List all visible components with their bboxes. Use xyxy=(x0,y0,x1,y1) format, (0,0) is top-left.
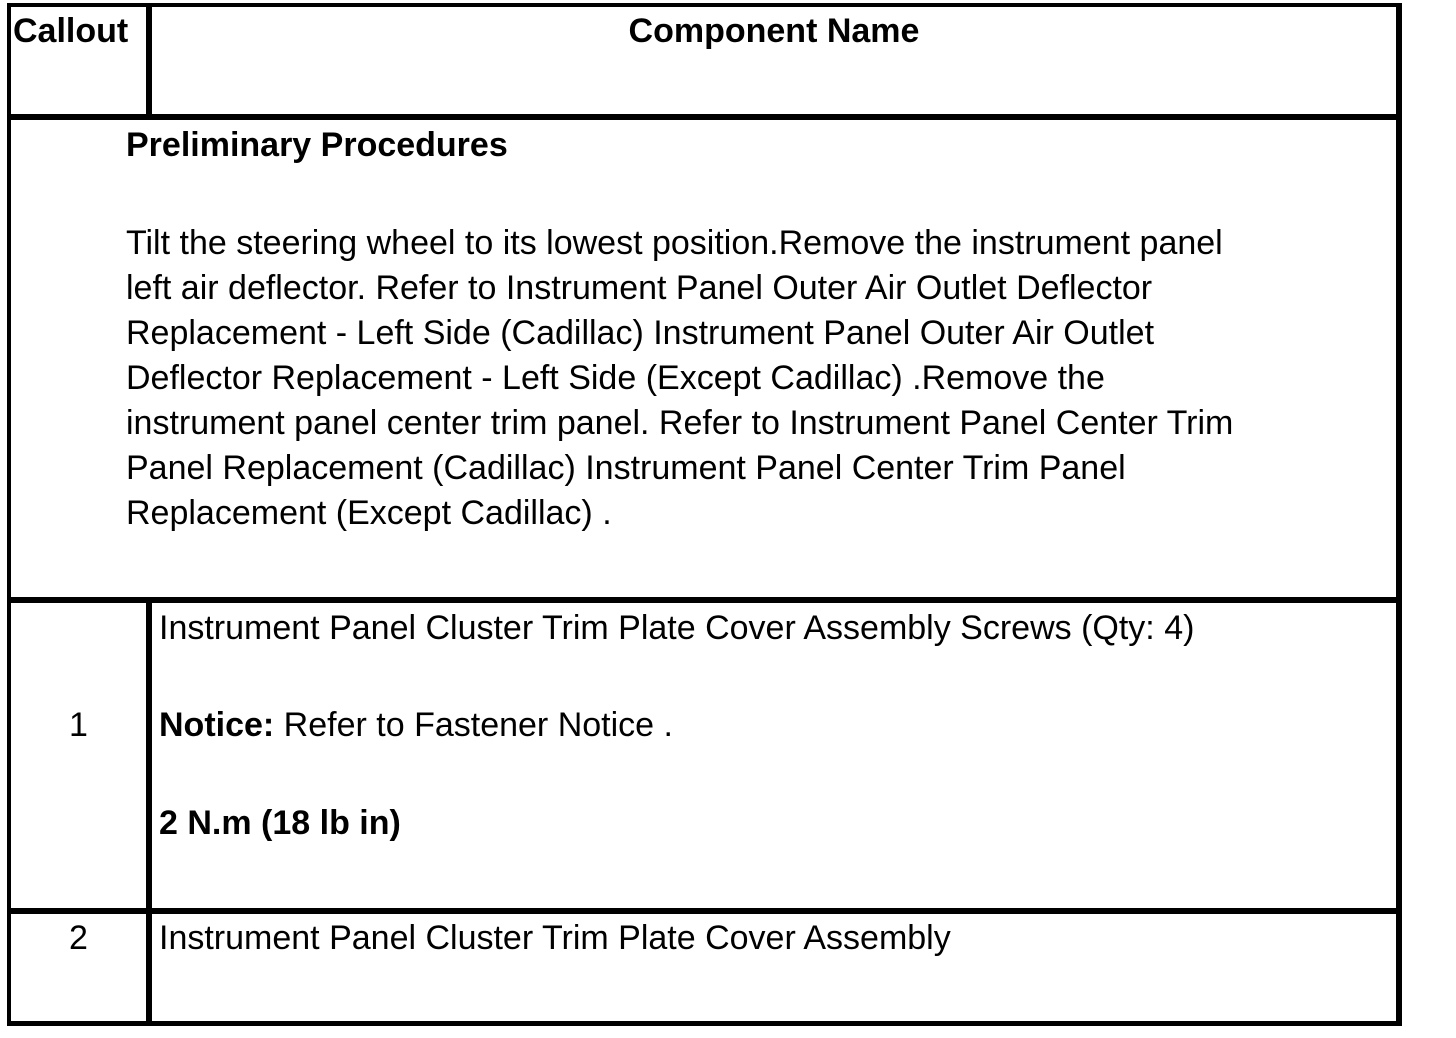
row-component-name: Instrument Panel Cluster Trim Plate Cover Assembly xyxy=(159,919,951,957)
header-callout: Callout xyxy=(13,12,129,50)
preliminary-line: Replacement - Left Side (Cadillac) Instrument Panel Outer Air Outlet xyxy=(126,314,1155,352)
table-border-left xyxy=(7,3,11,1026)
component-table xyxy=(7,3,1400,1025)
table-border-right xyxy=(1396,3,1402,1026)
row-torque: 2 N.m (18 lb in) xyxy=(159,804,401,842)
table-border-bottom xyxy=(7,1021,1400,1026)
preliminary-line: Replacement (Except Cadillac) . xyxy=(126,494,612,532)
notice-label: Notice: xyxy=(159,706,275,744)
preliminary-line: left air deflector. Refer to Instrument Panel Outer Air Outlet Deflector xyxy=(126,269,1153,307)
header-divider xyxy=(7,114,1400,120)
preliminary-line: Tilt the steering wheel to its lowest position.Remove the instrument panel xyxy=(126,224,1223,262)
row-component-name: Instrument Panel Cluster Trim Plate Cover Assembly Screws (Qty: 4) xyxy=(159,609,1195,647)
preliminary-line: instrument panel center trim panel. Refer to Instrument Panel Center Trim xyxy=(126,404,1234,442)
preliminary-line: Deflector Replacement - Left Side (Except Cadillac) .Remove the xyxy=(126,359,1105,397)
table-border-top xyxy=(7,3,1400,7)
preliminary-divider xyxy=(7,597,1400,603)
preliminary-line: Panel Replacement (Cadillac) Instrument Panel Center Trim Panel xyxy=(126,449,1126,487)
row-notice xyxy=(159,703,673,748)
row-callout: 2 xyxy=(69,919,88,957)
row-callout: 1 xyxy=(69,706,88,744)
header-component-name: Component Name xyxy=(628,12,920,50)
row-divider xyxy=(7,908,1400,914)
notice-text: Refer to Fastener Notice . xyxy=(274,706,673,744)
preliminary-title: Preliminary Procedures xyxy=(126,126,508,164)
column-divider-rows xyxy=(146,599,152,1026)
